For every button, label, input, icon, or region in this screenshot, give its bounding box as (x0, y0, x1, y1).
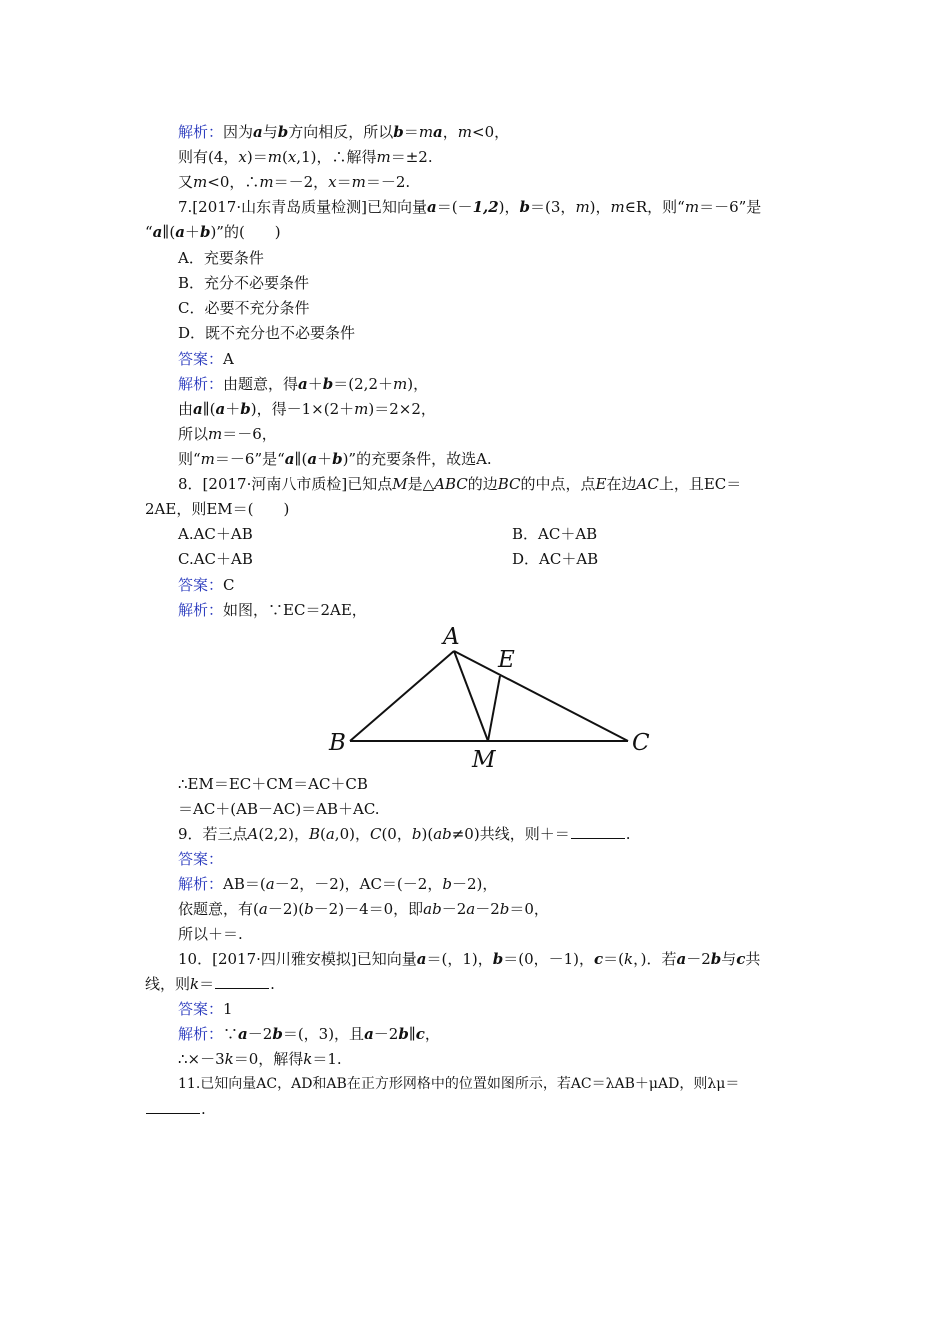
option-a: A.AC＋AB (178, 525, 253, 543)
var-m: m (575, 198, 590, 216)
var-k: k (624, 950, 634, 968)
analysis-10-line-2 (178, 1049, 342, 1069)
vector-b: b (240, 400, 251, 418)
text: ， (442, 123, 458, 141)
text: ＝ (199, 975, 215, 993)
analysis-label: 解析： (178, 601, 224, 619)
analysis-label: 解析： (178, 1025, 224, 1043)
vector-a: a (152, 223, 163, 241)
var-ab: ab (433, 825, 452, 843)
label-c: C (632, 730, 650, 756)
text: . (270, 975, 275, 993)
text: )( (421, 825, 434, 843)
text: ,1)，∴解得 (296, 148, 377, 166)
text: )”的( ) (210, 223, 281, 241)
var-b: b (411, 825, 422, 843)
question-11-line-1: 11.已知向量AC，AD和AB在正方形网格中的位置如图所示，若AC＝λAB＋μAD，则λμ＝ (178, 1076, 740, 1092)
var-m: m (259, 173, 274, 191)
var-m: m (354, 400, 369, 418)
segment-ac (454, 651, 628, 741)
text: ∥( (162, 223, 176, 241)
option-d: D．AC＋AB (512, 550, 599, 568)
text: 线，则 (145, 975, 191, 993)
var-ab: ab (423, 900, 442, 918)
text: )， (407, 375, 429, 393)
vector-a: a (298, 375, 308, 393)
triangle-figure (326, 624, 656, 770)
analysis-8-line-2: ∴EM＝EC＋CM＝AC＋CB (178, 775, 368, 793)
text: 8．[2017·河南八市质检]已知点 (178, 475, 393, 493)
answer-7 (178, 349, 234, 369)
answer-9 (178, 849, 223, 869)
vector-c: c (415, 1025, 425, 1043)
text: 9．若三点 (178, 825, 248, 843)
text: 与 (721, 950, 737, 968)
text: ＋ (225, 400, 241, 418)
vector-c: c (594, 950, 604, 968)
label-a: A (443, 624, 460, 650)
vector-a: a (433, 123, 443, 141)
text: 的边 (467, 475, 498, 493)
text: ＝( (603, 950, 625, 968)
text: 所以 (178, 425, 209, 443)
analysis-7-line-2 (178, 399, 436, 419)
var-x: x (287, 148, 297, 166)
var-k: k (224, 1050, 234, 1068)
option-c: C.AC＋AB (178, 550, 253, 568)
vector-a: a (364, 1025, 374, 1043)
line-3 (178, 172, 410, 192)
text: . (625, 825, 631, 843)
vector-a: a (193, 400, 203, 418)
analysis-label: 解析： (178, 123, 224, 141)
text: AB＝( (223, 875, 266, 893)
text: ＝(2,2＋ (333, 375, 393, 393)
text: (2,2)， (258, 825, 309, 843)
options-row-1 (178, 524, 778, 544)
text: ＝0，解得 (233, 1050, 304, 1068)
text: ≠0)共线，则＋＝ (451, 825, 570, 843)
point-a: A (247, 825, 259, 843)
text: 在边 (606, 475, 637, 493)
segment-ab (350, 651, 454, 741)
analysis-9-line-3: 所以＋＝. (178, 925, 243, 943)
text: )＝2×2， (368, 400, 436, 418)
label-b: B (329, 730, 346, 756)
answer-value: A (223, 350, 234, 368)
option-d: D．既不充分也不必要条件 (178, 324, 356, 342)
answer-value: 1 (223, 1000, 233, 1018)
var-x: x (328, 173, 337, 191)
text: ，)．若 (633, 950, 677, 968)
text: －2 (247, 1025, 273, 1043)
var-k: k (190, 975, 200, 993)
option-b: B．充分不必要条件 (178, 274, 310, 292)
text: <0， (472, 123, 510, 141)
vector-b: b (199, 223, 211, 241)
var-b: b (442, 875, 452, 893)
option-b: B．AC＋AB (512, 525, 598, 543)
text: ＝(，1)， (426, 950, 493, 968)
var-m: m (267, 148, 282, 166)
text: ＝－6”是 (699, 198, 762, 216)
var-m: m (200, 450, 215, 468)
var-a: a (265, 875, 275, 893)
text: ＝(，3)，且 (282, 1025, 365, 1043)
var-m: m (351, 173, 366, 191)
text: －2，－2)，AC＝(－2， (274, 875, 443, 893)
answer-label: 答案： (178, 850, 224, 868)
option-c: C．必要不充分条件 (178, 299, 310, 317)
text: 因为 (223, 123, 254, 141)
vector-a: a (175, 223, 185, 241)
text: ∥( (294, 450, 308, 468)
analysis-10-line-1 (178, 1024, 440, 1044)
vector-b: b (492, 950, 504, 968)
point-m: M (392, 475, 408, 493)
var-m: m (610, 198, 625, 216)
analysis-label: 解析： (178, 375, 224, 393)
vector-value: 1,2 (472, 198, 499, 216)
question-7-line-2 (145, 222, 281, 242)
vector-b: b (393, 123, 404, 141)
var-m: m (418, 123, 434, 141)
text: ∈R，则“ (624, 198, 685, 216)
question-7-line-1 (178, 197, 761, 217)
vector-a: a (215, 400, 226, 418)
text: 由 (178, 400, 194, 418)
text: “ (145, 223, 153, 241)
vector-b: b (398, 1025, 409, 1043)
text: －2 (686, 950, 711, 968)
text: ∵ (223, 1025, 239, 1043)
vector-b: b (277, 123, 289, 141)
var-m: m (208, 425, 223, 443)
side-bc: BC (497, 475, 521, 493)
text: ＝ (403, 123, 419, 141)
text: －2)， (451, 875, 498, 893)
text: －2)( (267, 900, 305, 918)
question-10-line-2 (145, 974, 275, 994)
question-11-line-2 (145, 1099, 206, 1119)
var-k: k (303, 1050, 313, 1068)
analysis-label: 解析： (178, 875, 224, 893)
text: 7.[2017·山东青岛质量检测]已知向量 (178, 198, 427, 216)
var-a: a (466, 900, 476, 918)
point-c: C (369, 825, 382, 843)
var-x: x (238, 148, 247, 166)
answer-blank (146, 1099, 200, 1114)
analysis-7-line-1 (178, 374, 428, 394)
text: 则有(4， (178, 148, 239, 166)
question-9 (178, 824, 630, 844)
text: )＝ (246, 148, 268, 166)
var-m: m (376, 148, 391, 166)
question-8-line-1 (178, 474, 741, 494)
text: 如图，∵EC＝2AE， (223, 601, 367, 619)
text: 与 (262, 123, 278, 141)
analysis-8-line-3: ＝AC＋(AB－AC)＝AB＋AC. (178, 800, 380, 818)
text: ， (424, 1025, 440, 1043)
var-a: a (258, 900, 268, 918)
analysis-7-line-4 (178, 449, 492, 469)
answer-blank (571, 824, 625, 839)
vector-b: b (710, 950, 722, 968)
vector-a: a (416, 950, 427, 968)
text: ＋ (184, 223, 200, 241)
answer-10 (178, 999, 233, 1019)
answer-blank (215, 974, 269, 989)
vector-b: b (332, 450, 343, 468)
text: 共 (745, 950, 761, 968)
vector-a: a (426, 198, 437, 216)
text: ＝(－ (436, 198, 473, 216)
var-m: m (684, 198, 700, 216)
var-b: b (499, 900, 510, 918)
text: ∴×－3 (178, 1050, 225, 1068)
analysis-9-line-2 (178, 899, 549, 919)
text: ＝－6， (222, 425, 277, 443)
vector-b: b (272, 1025, 283, 1043)
text: ( (281, 148, 288, 166)
answer-label: 答案： (178, 1000, 224, 1018)
segment-em (488, 676, 500, 741)
vector-a: a (676, 950, 687, 968)
option-a: A．充要条件 (178, 249, 264, 267)
text: －2 (475, 900, 500, 918)
vector-c: c (736, 950, 746, 968)
text: ＋ (317, 450, 333, 468)
point-e: E (595, 475, 607, 493)
label-e: E (498, 647, 515, 673)
text: ＝0， (509, 900, 549, 918)
text: )， (589, 198, 611, 216)
text: ＝－6”是“ (214, 450, 285, 468)
text: 的中点，点 (520, 475, 596, 493)
vector-a: a (284, 450, 295, 468)
text: 由题意，得 (223, 375, 299, 393)
var-m: m (457, 123, 473, 141)
text: <0，∴ (207, 173, 260, 191)
label-m: M (472, 747, 496, 770)
text: ＝±2. (390, 148, 433, 166)
text: . (201, 1100, 206, 1118)
line-1 (178, 122, 509, 142)
text: ( (319, 825, 326, 843)
triangle-abc: ABC (434, 475, 468, 493)
text: ＝(3， (530, 198, 576, 216)
text: ＝(0，－1)， (503, 950, 595, 968)
text: (0， (381, 825, 412, 843)
text: ∥ (408, 1025, 416, 1043)
text: ＝1. (312, 1050, 342, 1068)
question-10-line-1 (178, 949, 760, 969)
text: ∥( (202, 400, 216, 418)
answer-label: 答案： (178, 350, 224, 368)
text: －2 (441, 900, 467, 918)
vector-a: a (253, 123, 263, 141)
text: 又 (178, 173, 194, 191)
vector-a: a (307, 450, 318, 468)
vector-b: b (519, 198, 531, 216)
text: 方向相反，所以 (288, 123, 394, 141)
text: ,0)， (334, 825, 370, 843)
text: －2)－4＝0，即 (313, 900, 424, 918)
answer-label: 答案： (178, 576, 224, 594)
text: 则“ (178, 450, 201, 468)
vector-b: b (322, 375, 334, 393)
analysis-7-line-3 (178, 424, 277, 444)
point-b: B (308, 825, 320, 843)
text: 依题意，有( (178, 900, 259, 918)
segment-am (454, 651, 488, 741)
vector-a: a (238, 1025, 248, 1043)
text: 是△ (407, 475, 435, 493)
text: 上，且EC＝ (658, 475, 742, 493)
answer-8 (178, 575, 235, 595)
var-b: b (304, 900, 314, 918)
answer-value: C (223, 576, 235, 594)
var-m: m (393, 375, 408, 393)
text: )， (498, 198, 520, 216)
var-m: m (193, 173, 208, 191)
text: 10．[2017·四川雅安模拟]已知向量 (178, 950, 417, 968)
text: ＝－2. (365, 173, 411, 191)
options-row-2 (178, 549, 778, 569)
line-2 (178, 147, 433, 167)
analysis-9-line-1 (178, 874, 497, 894)
analysis-8-line-1 (178, 600, 367, 620)
text: ＝－2， (273, 173, 329, 191)
text: －2 (373, 1025, 399, 1043)
var-a: a (325, 825, 335, 843)
question-8-line-2: 2AE，则EM＝( ) (145, 500, 290, 518)
text: )，得－1×(2＋ (250, 400, 355, 418)
text: ＋ (307, 375, 323, 393)
side-ac: AC (636, 475, 659, 493)
text: ＝ (336, 173, 352, 191)
text: )”的充要条件，故选A. (342, 450, 492, 468)
